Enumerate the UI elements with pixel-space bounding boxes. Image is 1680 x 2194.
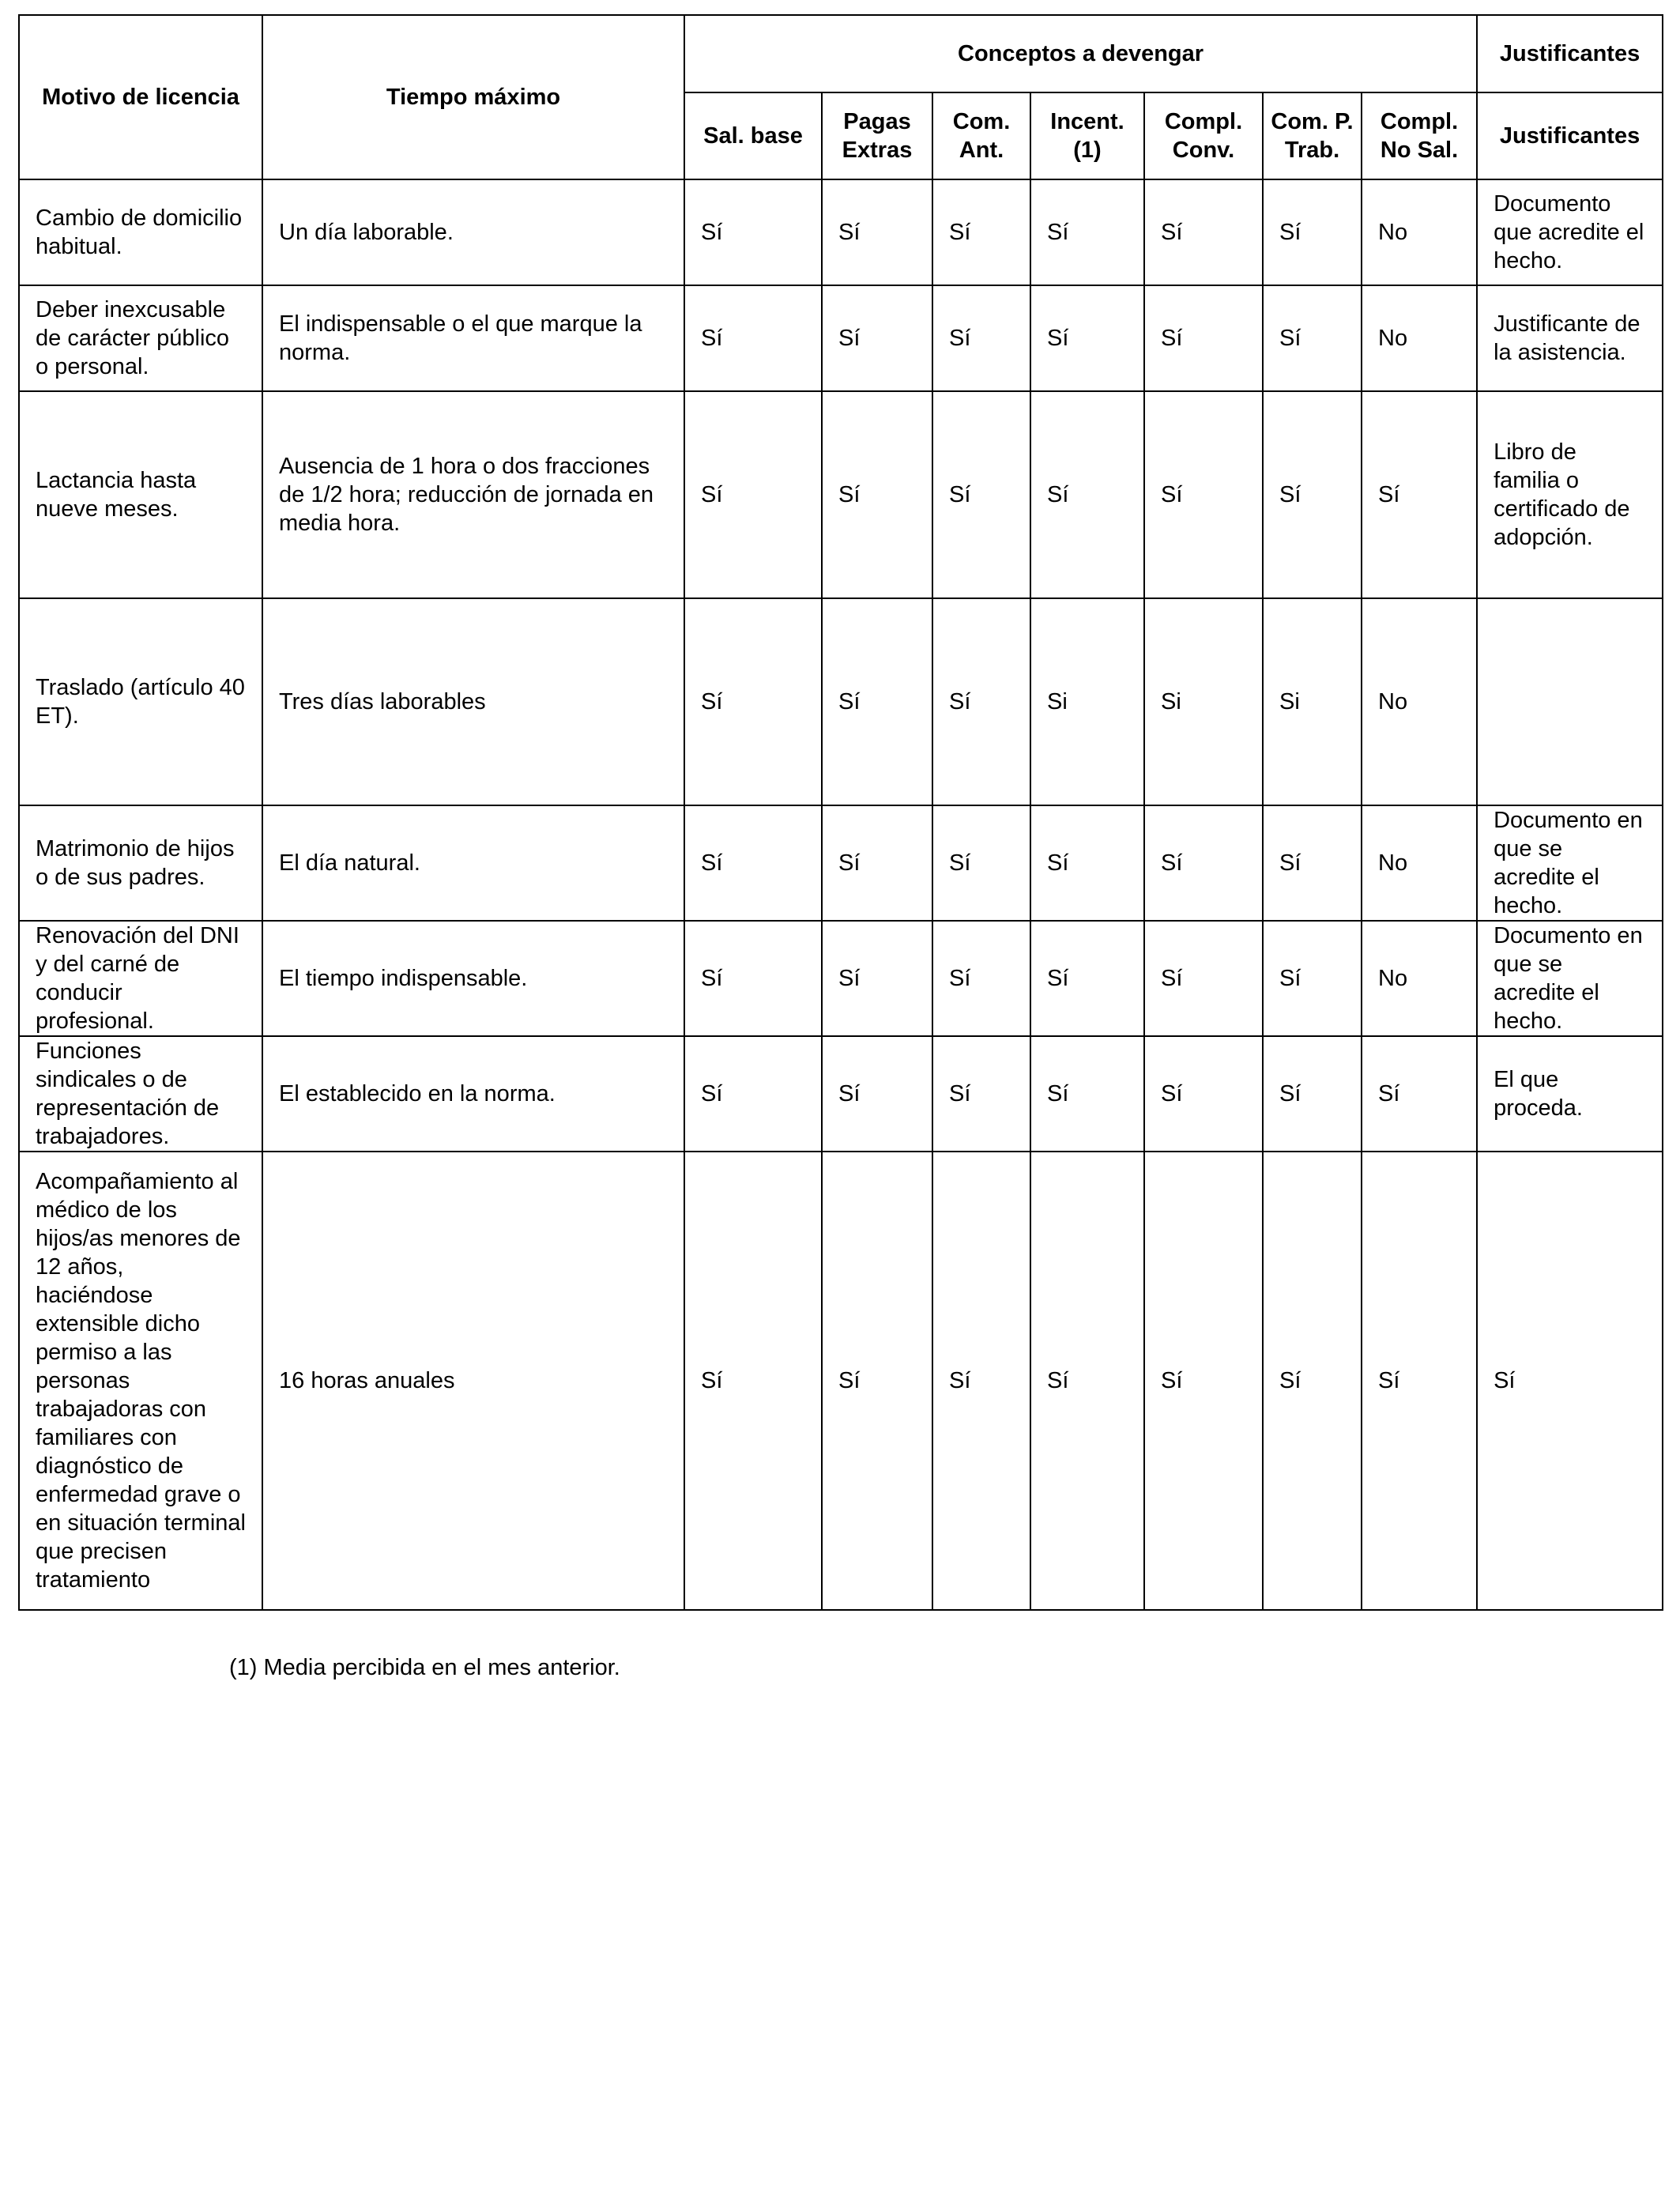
table-row bbox=[19, 1152, 1663, 1610]
cell-motivo: Lactancia hasta nueve meses. bbox=[19, 391, 262, 598]
cell-valor: Sí bbox=[1144, 179, 1263, 285]
cell-valor: Sí bbox=[1144, 391, 1263, 598]
cell-valor: Sí bbox=[1030, 179, 1144, 285]
subheader-justificantes: Justificantes bbox=[1477, 92, 1663, 179]
cell-valor: Sí bbox=[932, 921, 1030, 1036]
header-tiempo: Tiempo máximo bbox=[262, 15, 684, 179]
cell-valor: Sí bbox=[1144, 1152, 1263, 1610]
cell-tiempo: 16 horas anuales bbox=[262, 1152, 684, 1610]
cell-valor: Sí bbox=[822, 1152, 932, 1610]
cell-valor: Sí bbox=[1030, 921, 1144, 1036]
cell-valor: Sí bbox=[822, 179, 932, 285]
subheader-com-ant: Com. Ant. bbox=[932, 92, 1030, 179]
table-row bbox=[19, 805, 1663, 921]
cell-valor: No bbox=[1362, 285, 1477, 391]
cell-valor: Sí bbox=[932, 285, 1030, 391]
cell-valor: Sí bbox=[684, 921, 822, 1036]
header-motivo: Motivo de licencia bbox=[19, 15, 262, 179]
cell-valor: Sí bbox=[932, 598, 1030, 805]
cell-valor: Sí bbox=[1263, 805, 1362, 921]
subheader-pagas-extras: Pagas Extras bbox=[822, 92, 932, 179]
cell-motivo: Matrimonio de hijos o de sus padres. bbox=[19, 805, 262, 921]
cell-justificante bbox=[1477, 598, 1663, 805]
cell-valor: Sí bbox=[684, 1152, 822, 1610]
cell-valor: Sí bbox=[684, 391, 822, 598]
cell-tiempo: El indispensable o el que marque la norma. bbox=[262, 285, 684, 391]
cell-tiempo: Un día laborable. bbox=[262, 179, 684, 285]
cell-valor: Sí bbox=[932, 805, 1030, 921]
cell-valor: Si bbox=[1144, 598, 1263, 805]
cell-valor: Sí bbox=[684, 179, 822, 285]
cell-justificante: Documento que acredite el hecho. bbox=[1477, 179, 1663, 285]
cell-valor: Si bbox=[1263, 598, 1362, 805]
cell-valor: Sí bbox=[1263, 179, 1362, 285]
cell-tiempo: El establecido en la norma. bbox=[262, 1036, 684, 1152]
table-row bbox=[19, 1036, 1663, 1152]
subheader-compl-conv: Compl. Conv. bbox=[1144, 92, 1263, 179]
cell-motivo: Cambio de domicilio habitual. bbox=[19, 179, 262, 285]
header-conceptos: Conceptos a devengar bbox=[684, 15, 1477, 92]
cell-valor: Sí bbox=[1263, 285, 1362, 391]
cell-justificante: El que proceda. bbox=[1477, 1036, 1663, 1152]
cell-motivo: Acompañamiento al médico de los hijos/as menores de 12 años, haciéndose extensible dicho permiso a las personas trabajadoras con familiares con diagnóstico de enfermedad grave o en situación terminal que precisen tratamiento bbox=[19, 1152, 262, 1610]
footnote: (1) Media percibida en el mes anterior. bbox=[229, 1655, 620, 1680]
cell-valor: Sí bbox=[1144, 285, 1263, 391]
table-row bbox=[19, 285, 1663, 391]
header-justificantes: Justificantes bbox=[1477, 15, 1663, 92]
cell-motivo: Renovación del DNI y del carné de conducir profesional. bbox=[19, 921, 262, 1036]
cell-valor: Sí bbox=[1144, 1036, 1263, 1152]
cell-motivo: Funciones sindicales o de representación de trabajadores. bbox=[19, 1036, 262, 1152]
cell-justificante: Libro de familia o certificado de adopción. bbox=[1477, 391, 1663, 598]
cell-valor: No bbox=[1362, 179, 1477, 285]
cell-valor: Sí bbox=[822, 598, 932, 805]
cell-valor: Sí bbox=[684, 805, 822, 921]
cell-valor: Sí bbox=[822, 921, 932, 1036]
cell-valor: Sí bbox=[822, 1036, 932, 1152]
cell-tiempo: Ausencia de 1 hora o dos fracciones de 1/2 hora; reducción de jornada en media hora. bbox=[262, 391, 684, 598]
cell-valor: Sí bbox=[684, 1036, 822, 1152]
cell-justificante: Sí bbox=[1477, 1152, 1663, 1610]
subheader-compl-no-sal: Compl. No Sal. bbox=[1362, 92, 1477, 179]
cell-valor: Sí bbox=[932, 1152, 1030, 1610]
subheader-sal-base: Sal. base bbox=[684, 92, 822, 179]
cell-tiempo: Tres días laborables bbox=[262, 598, 684, 805]
cell-valor: Sí bbox=[1030, 1152, 1144, 1610]
cell-valor: Sí bbox=[1030, 805, 1144, 921]
cell-motivo: Deber inexcusable de carácter público o personal. bbox=[19, 285, 262, 391]
cell-motivo: Traslado (artículo 40 ET). bbox=[19, 598, 262, 805]
cell-valor: Sí bbox=[1030, 285, 1144, 391]
cell-tiempo: El tiempo indispensable. bbox=[262, 921, 684, 1036]
cell-valor: Sí bbox=[932, 391, 1030, 598]
table-row bbox=[19, 598, 1663, 805]
cell-justificante: Justificante de la asistencia. bbox=[1477, 285, 1663, 391]
subheader-com-p-trab: Com. P. Trab. bbox=[1263, 92, 1362, 179]
cell-valor: Sí bbox=[1263, 1036, 1362, 1152]
cell-valor: Sí bbox=[1144, 921, 1263, 1036]
cell-valor: Sí bbox=[1263, 1152, 1362, 1610]
cell-valor: Sí bbox=[1263, 391, 1362, 598]
cell-valor: Sí bbox=[822, 285, 932, 391]
cell-valor: Sí bbox=[822, 391, 932, 598]
cell-valor: Sí bbox=[1362, 1152, 1477, 1610]
cell-valor: No bbox=[1362, 805, 1477, 921]
cell-valor: Sí bbox=[1263, 921, 1362, 1036]
licencias-table bbox=[18, 14, 1663, 1611]
cell-justificante: Documento en que se acredite el hecho. bbox=[1477, 805, 1663, 921]
table-row bbox=[19, 921, 1663, 1036]
table-body bbox=[19, 179, 1663, 1610]
cell-valor: Sí bbox=[1362, 391, 1477, 598]
table-row bbox=[19, 391, 1663, 598]
cell-valor: Sí bbox=[684, 598, 822, 805]
cell-valor: Sí bbox=[932, 179, 1030, 285]
cell-valor: Sí bbox=[822, 805, 932, 921]
cell-valor: Sí bbox=[1144, 805, 1263, 921]
cell-valor: No bbox=[1362, 598, 1477, 805]
cell-valor: Sí bbox=[1362, 1036, 1477, 1152]
subheader-incent: Incent. (1) bbox=[1030, 92, 1144, 179]
cell-valor: Si bbox=[1030, 598, 1144, 805]
cell-valor: Sí bbox=[1030, 1036, 1144, 1152]
table-row bbox=[19, 179, 1663, 285]
cell-valor: Sí bbox=[932, 1036, 1030, 1152]
cell-tiempo: El día natural. bbox=[262, 805, 684, 921]
cell-valor: Sí bbox=[684, 285, 822, 391]
cell-valor: No bbox=[1362, 921, 1477, 1036]
cell-valor: Sí bbox=[1030, 391, 1144, 598]
cell-justificante: Documento en que se acredite el hecho. bbox=[1477, 921, 1663, 1036]
